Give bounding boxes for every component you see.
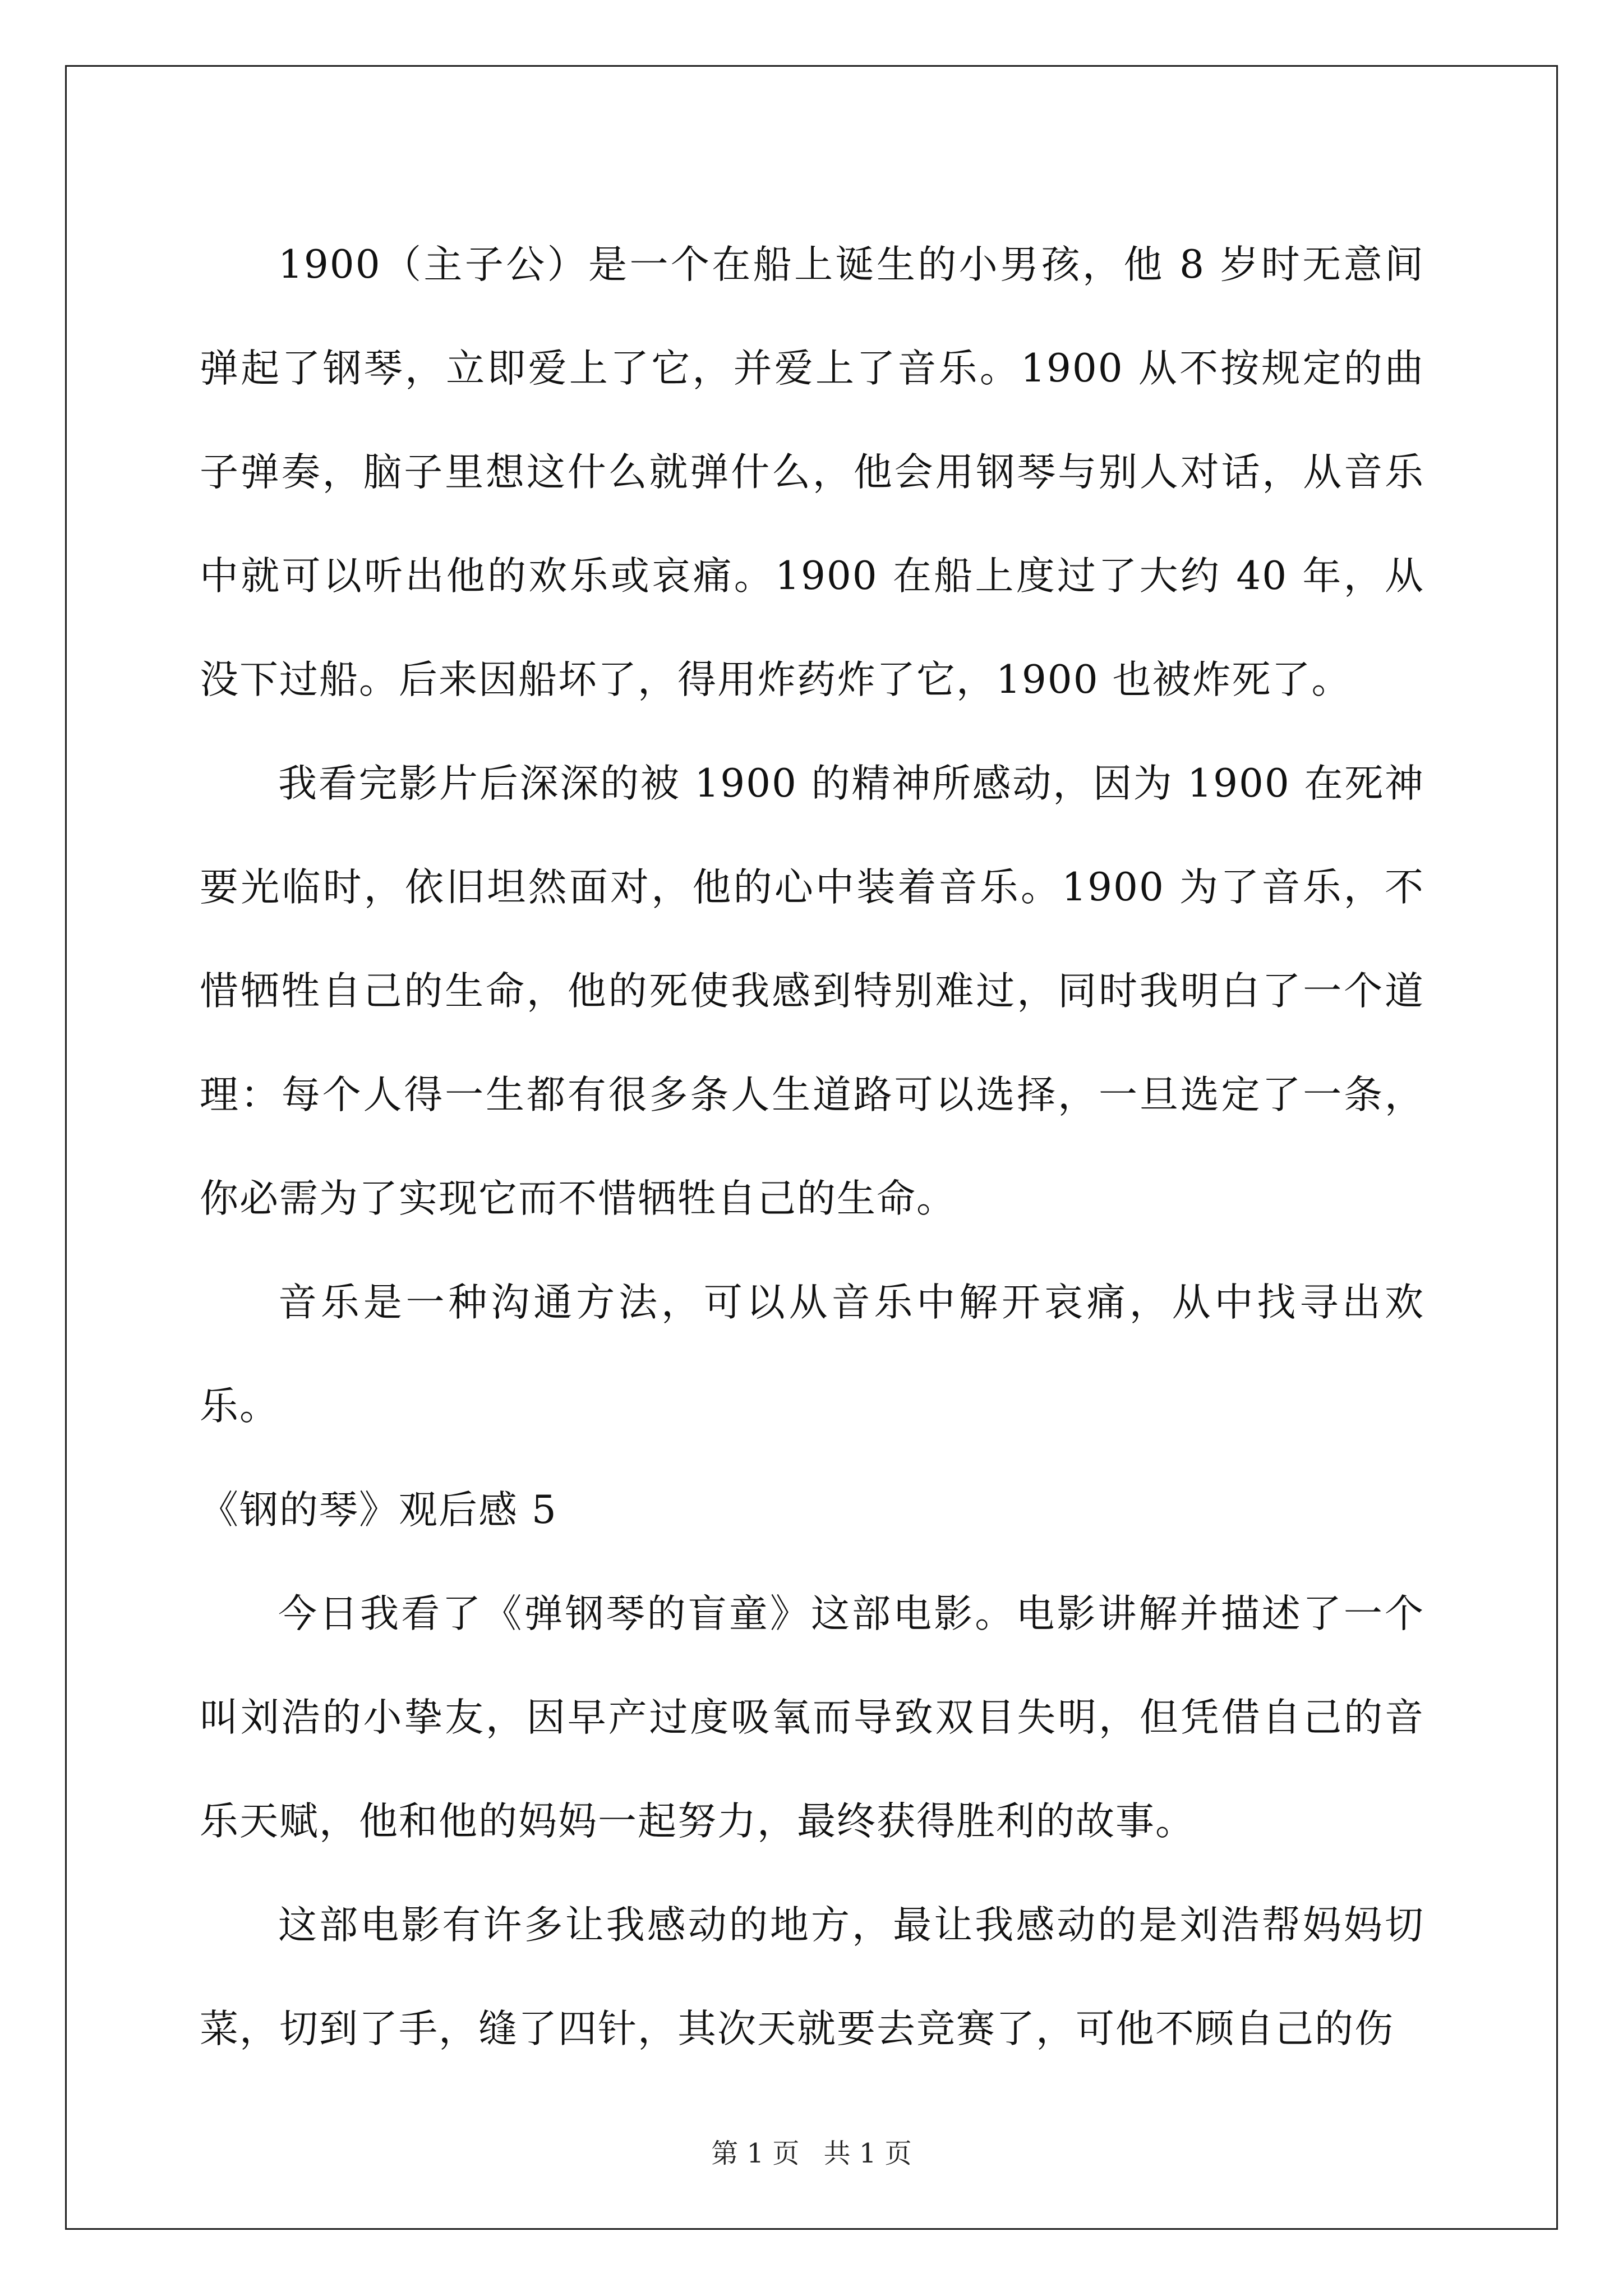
- paragraph-1: 1900（主子公）是一个在船上诞生的小男孩，他 8 岁时无意间弹起了钢琴，立即爱上了它，并爱上了音乐。1900 从不按规定的曲子弹奏，脑子里想这什么就弹什么，他会用钢琴与别人对话，从音乐中就可以听出他的欢乐或哀痛。1900 在船上度过了大约 40 年，从没下过船。后来因船坏了，得用炸药炸了它，1900 也被炸死了。: [200, 242, 1424, 702]
- paragraph-2: 我看完影片后深深的被 1900 的精神所感动，因为 1900 在死神要光临时，依旧坦然面对，他的心中装着音乐。1900 为了音乐，不惜牺牲自己的生命，他的死使我感到特别难过，同时我明白了一个道理：每个人得一生都有很多条人生道路可以选择，一旦选定了一条，你必需为了实现它而不惜牺牲自己的生命。: [200, 761, 1424, 1221]
- paragraph-3: 音乐是一种沟通方法，可以从音乐中解开哀痛，从中找寻出欢乐。: [200, 1280, 1424, 1429]
- section-heading: 《钢的琴》观后感 5: [200, 1488, 557, 1533]
- page-number: 第 1 页: [711, 2138, 800, 2169]
- page-footer: [0, 2132, 1623, 2170]
- paragraph-4: 今日我看了《弹钢琴的盲童》这部电影。电影讲解并描述了一个叫刘浩的小挚友，因早产过度吸氧而导致双目失明，但凭借自己的音乐天赋，他和他的妈妈一起努力，最终获得胜利的故事。: [200, 1591, 1424, 1844]
- paragraph-5: 这部电影有许多让我感动的地方，最让我感动的是刘浩帮妈妈切菜，切到了手，缝了四针，其次天就要去竞赛了，可他不顾自己的伤: [200, 1903, 1424, 2051]
- document-body: [200, 213, 1424, 2081]
- page-total: 共 1 页: [823, 2138, 912, 2169]
